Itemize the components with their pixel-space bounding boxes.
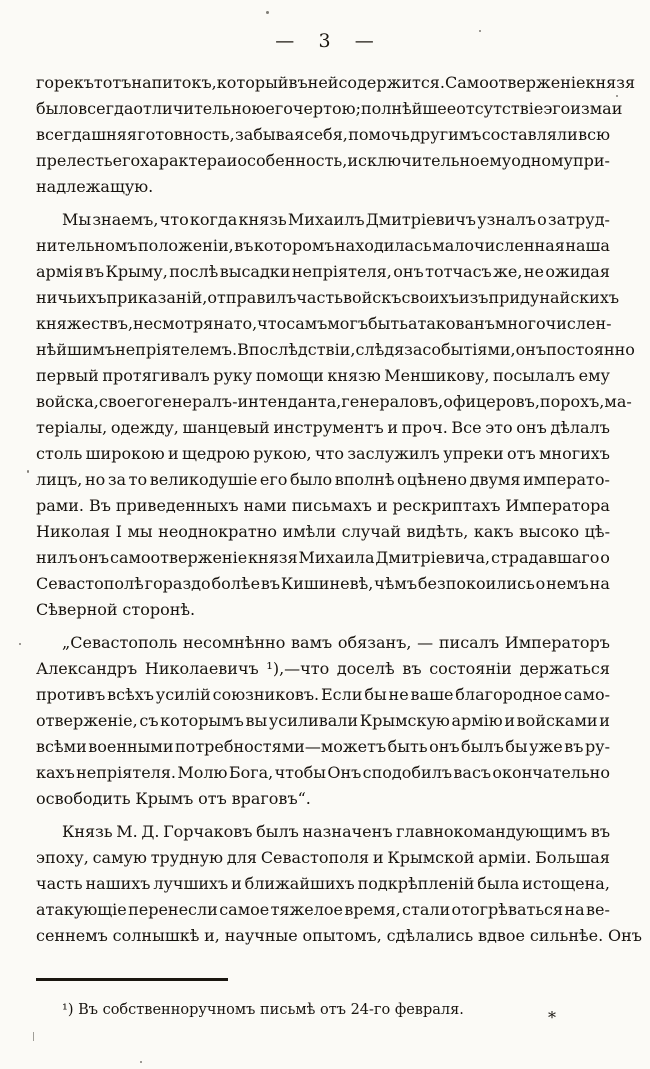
text-line: нительномъ положеніи, въ которомъ находилась малочисленная наша [36,236,610,255]
text-line: горекъ тотъ напитокъ, который въ ней содержится. Самоотверженіе князя [36,73,636,92]
text-line: Мы знаемъ, что когда князь Михаилъ Дмитріевичъ узналъ о затруд- [62,210,610,229]
scan-speck [33,1032,34,1041]
text-line: Сѣверной сторонѣ. [36,600,196,619]
scan-speck [27,470,29,473]
text-line: нѣйшимъ непріятелемъ. Впослѣдствіи, слѣдя за событіями, онъ постоянно [36,340,635,359]
text-line: столь широкою и щедрою рукою, что заслужилъ упреки отъ многихъ [36,444,610,463]
paragraph [36,207,635,623]
footnote-separator [36,978,228,981]
text-line: всегдашняя готовность, забывая себя, помочь другимъ составляли всю [36,125,610,144]
scan-speck [479,30,481,32]
text-line: часть нашихъ лучшихъ и ближайшихъ подкрѣпленій была истощена, [36,874,610,893]
text-line: прелесть его характера и особенность, исключительно ему одному при- [36,151,610,170]
printers-mark: * [548,1008,556,1027]
text-line: освободить Крымъ отъ враговъ“. [36,789,311,808]
text-line: войска, своего генералъ-интенданта, генераловъ, офицеровъ, порохъ, ма- [36,392,632,411]
scan-speck [19,643,21,645]
text-line: отверженіе, съ которымъ вы усиливали Крымскую армію и войсками и [36,711,610,730]
paragraph [36,630,610,812]
scan-speck [140,1061,142,1063]
text-line: Севастополѣ гораздо болѣе въ Кишиневѣ, чѣмъ безпокоились о немъ на [36,574,610,593]
paragraph [36,70,636,200]
text-line: Александръ Николаевичъ ¹),—что доселѣ въ состояніи держаться [36,659,610,678]
text-line: противъ всѣхъ усилій союзниковъ. Если бы не ваше благородное само- [36,685,610,704]
text-line: лицъ, но за то великодушіе его было вполнѣ оцѣнено двумя императо- [36,470,610,489]
page-number: — 3 — [275,30,375,52]
text-line: армія въ Крыму, послѣ высадки непріятеля, онъ тотчасъ же, не ожидая [36,262,610,281]
text-block [36,70,642,949]
text-line: эпоху, самую трудную для Севастополя и Крымской арміи. Большая [36,848,610,867]
text-line: нилъ онъ самоотверженіе князя Михаила Дмитріевича, страдавшаго о [36,548,610,567]
text-line: княжествъ, несмотря на то, что самъ могъ быть атакованъ многочислен- [36,314,612,333]
body-paragraphs [36,70,642,949]
text-line: рами. Въ приведенныхъ нами письмахъ и рескриптахъ Императора [36,496,610,515]
text-line: Николая I мы неоднократно имѣли случай видѣть, какъ высоко цѣ- [36,522,610,541]
text-line: теріалы, одежду, шанцевый инструментъ и проч. Все это онъ дѣлалъ [36,418,610,437]
text-line: всѣми военными потребностями—можетъ быть онъ былъ бы уже въ ру- [36,737,610,756]
text-line: сеннемъ солнышкѣ и, научные опытомъ, сдѣлались вдвое сильнѣе. Онъ [36,926,642,945]
text-line: первый протягивалъ руку помощи князю Меншикову, посылалъ ему [36,366,610,385]
text-line: было всегда отличительною его чертою; полнѣйшее отсутствіе эгоизма и [36,99,623,118]
text-line: ни чьихъ приказаній, отправилъ часть войскъ своихъ изъ придунайскихъ [36,288,620,307]
text-line: „Севастополь несомнѣнно вамъ обязанъ, — писалъ Императоръ [62,633,610,652]
text-line: Князь М. Д. Горчаковъ былъ назначенъ главнокомандующимъ въ [62,822,610,841]
text-line: атакующіе перенесли самое тяжелое время, стали отогрѣваться на ве- [36,900,610,919]
scan-speck [266,11,269,14]
paragraph [36,819,642,949]
text-line: надлежащую. [36,177,154,196]
text-line: кахъ непріятеля. Молю Бога, чтобы Онъ сподобилъ васъ окончательно [36,763,610,782]
scan-speck [616,95,618,97]
footnote: ¹) Въ собственноручномъ письмѣ отъ 24-го февраля. [62,1002,464,1018]
